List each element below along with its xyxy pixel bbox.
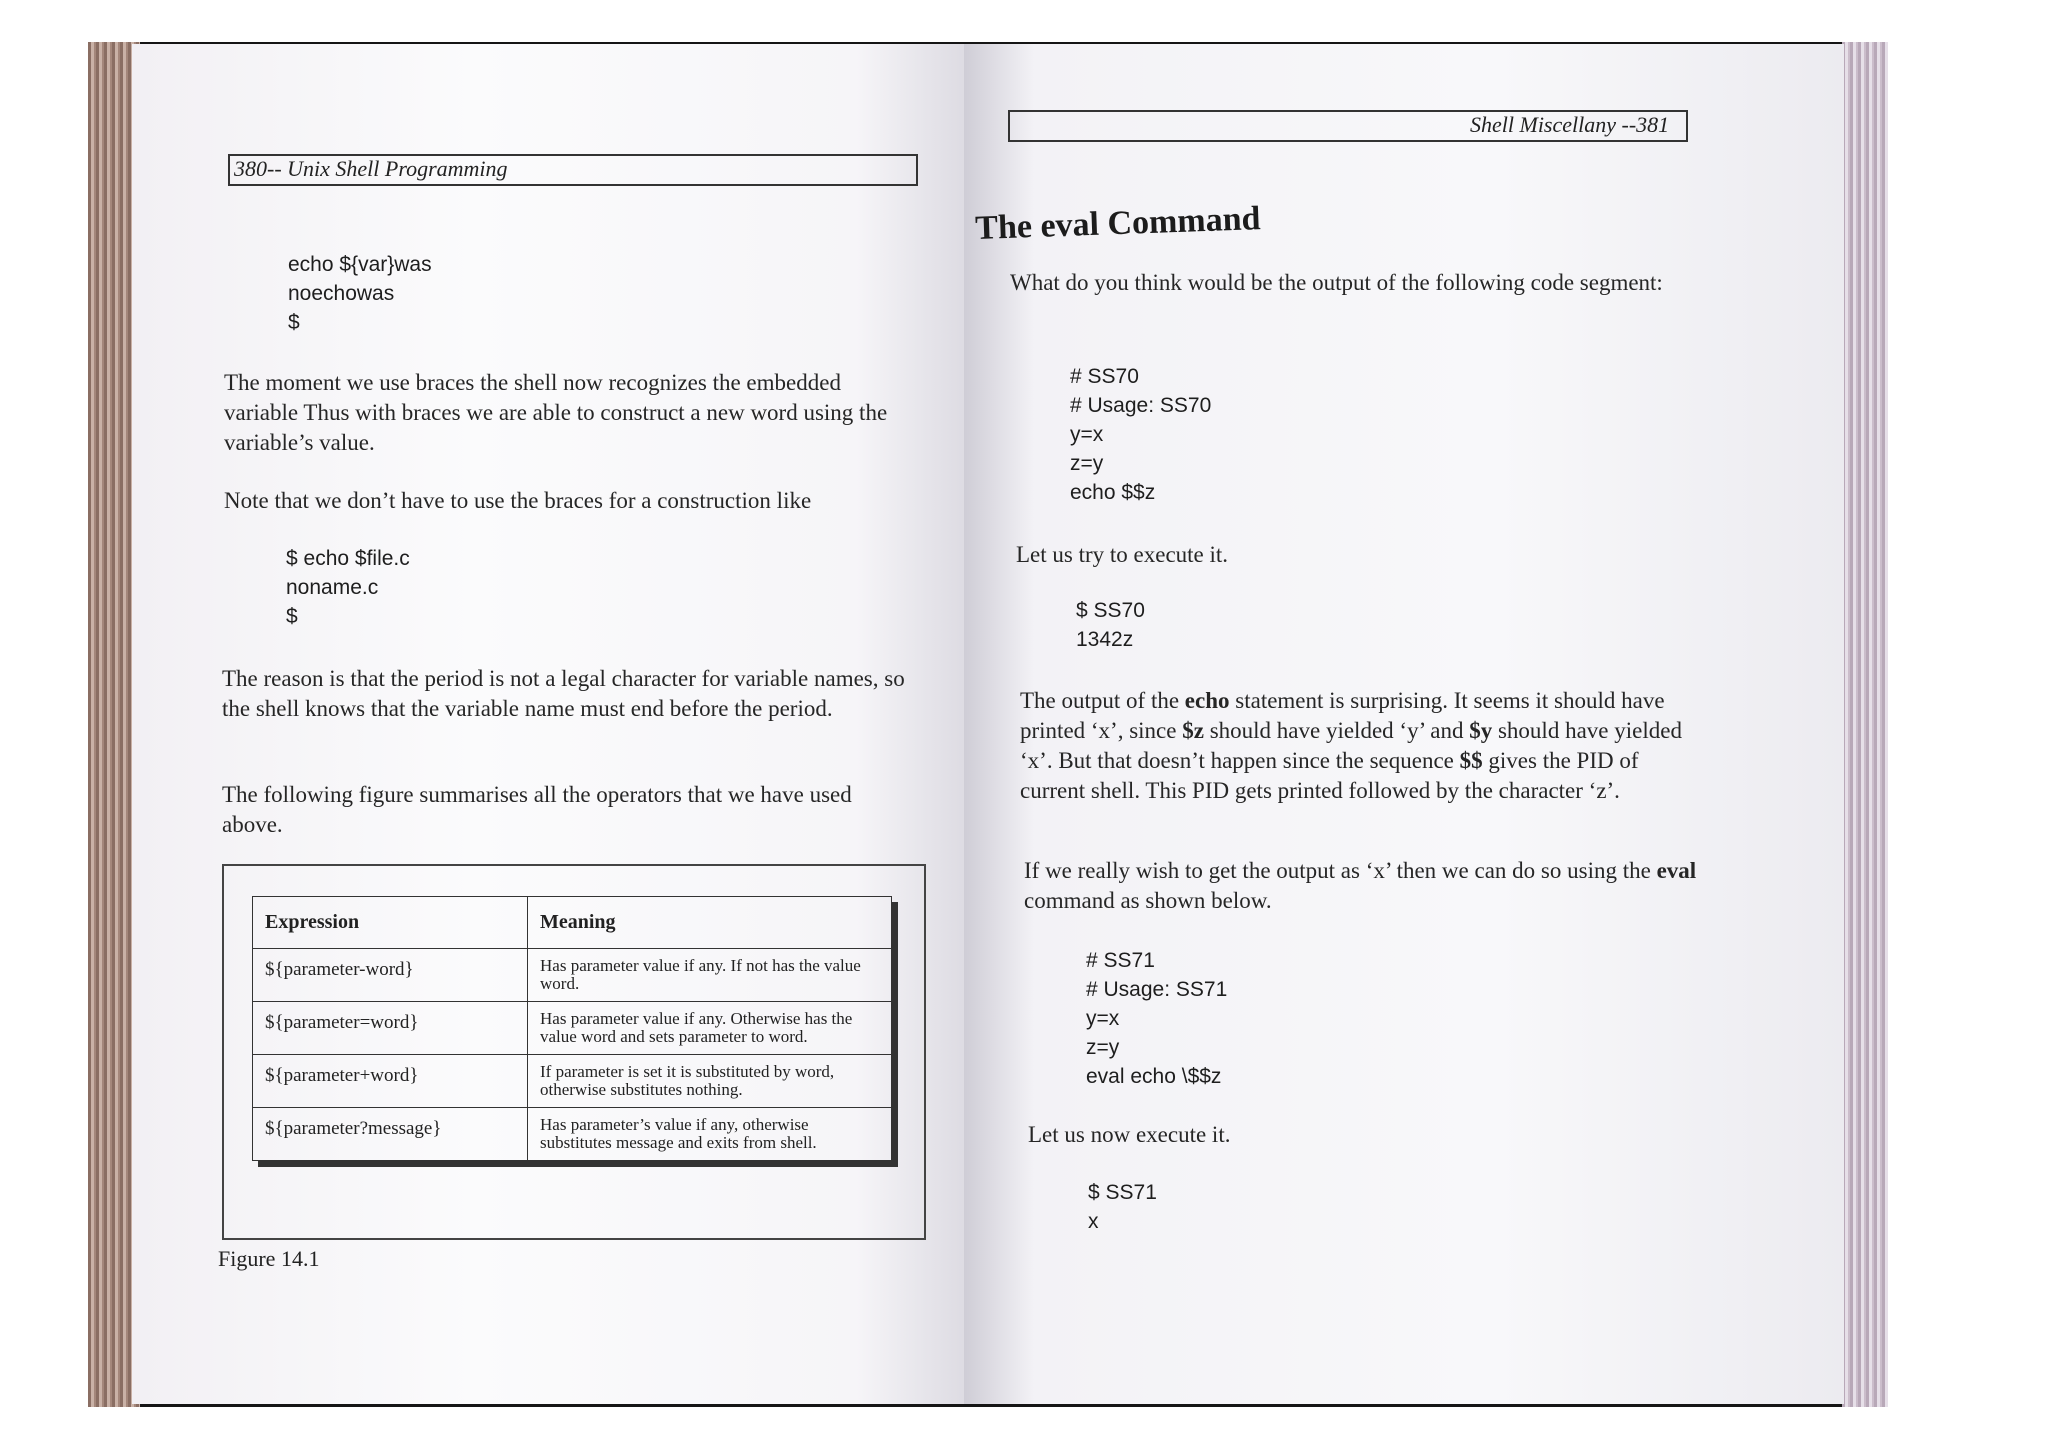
expression-cell: ${parameter-word} — [253, 949, 528, 1002]
code-line: $ — [288, 311, 300, 334]
code-line: $ — [286, 605, 298, 628]
code-line: x — [1088, 1210, 1099, 1233]
meaning-cell: Has parameter value if any. Otherwise has the value word and sets parameter to word. — [528, 1002, 892, 1055]
code-block-var-was — [288, 250, 432, 337]
meaning-cell: Has parameter value if any. If not has the value word. — [528, 949, 892, 1002]
code-block-ss71 — [1086, 946, 1227, 1091]
code-line: noechowas — [288, 282, 395, 305]
code-line: echo ${var}was — [288, 253, 432, 276]
code-line: $ SS70 — [1076, 599, 1145, 622]
table-row — [253, 1055, 892, 1108]
code-line: # SS70 — [1070, 365, 1139, 388]
right-page-header: Shell Miscellany --381 — [1470, 112, 1670, 137]
code-term: eval — [1656, 858, 1697, 883]
paragraph-question: What do you think would be the output of the following code segment: — [1010, 270, 1663, 295]
table-row — [253, 1002, 892, 1055]
table-row — [253, 1108, 892, 1161]
meaning-cell: If parameter is set it is substituted by word, otherwise substitutes nothing. — [528, 1055, 892, 1108]
table-header-row — [253, 897, 892, 949]
paragraph-execute: Let us try to execute it. — [1016, 542, 1229, 567]
code-block-ss70 — [1070, 362, 1211, 507]
code-term: echo — [1184, 688, 1230, 713]
column-header-meaning: Meaning — [528, 897, 892, 949]
code-line: # Usage: SS70 — [1070, 394, 1212, 417]
code-block-file-c — [286, 544, 410, 631]
text-run: The output of the — [1020, 688, 1185, 713]
section-heading: The eval Command — [974, 200, 1262, 248]
expression-cell: ${parameter?message} — [253, 1108, 528, 1161]
code-line: 1342z — [1076, 628, 1134, 651]
code-block-ss71-run — [1088, 1178, 1157, 1236]
code-line: noname.c — [286, 576, 379, 599]
text-run: statement is surprising. It seems it should have printed ‘x’, since — [1020, 688, 1665, 743]
table-row — [253, 949, 892, 1002]
paragraph-surprising-output — [1020, 686, 1700, 806]
code-term: $z — [1182, 718, 1204, 743]
code-line: $ SS71 — [1088, 1181, 1157, 1204]
paragraph-eval-intro — [1024, 856, 1704, 916]
code-line: echo $$z — [1070, 481, 1156, 504]
left-page-header: 380-- Unix Shell Programming — [234, 156, 508, 181]
code-line: $ echo $file.c — [286, 547, 410, 570]
code-line: # Usage: SS71 — [1086, 978, 1228, 1001]
paragraph-period: The reason is that the period is not a legal character for variable names, so the shell knows that the variable name must end before the period. — [222, 666, 905, 721]
expression-cell: ${parameter+word} — [253, 1055, 528, 1108]
column-header-expression: Expression — [253, 897, 528, 949]
meaning-cell: Has parameter’s value if any, otherwise substitutes message and exits from shell. — [528, 1108, 892, 1161]
code-line: eval echo \$$z — [1086, 1065, 1222, 1088]
paragraph-braces: The moment we use braces the shell now recognizes the embedded variable Thus with braces we are able to construct a new word using the variable’s value. — [224, 370, 888, 455]
code-line: y=x — [1086, 1007, 1120, 1030]
code-term: $y — [1469, 718, 1493, 743]
paragraph-note: Note that we don’t have to use the braces for a construction like — [224, 488, 812, 513]
expression-cell: ${parameter=word} — [253, 1002, 528, 1055]
figure-caption: Figure 14.1 — [218, 1246, 320, 1271]
code-line: z=y — [1086, 1036, 1120, 1059]
code-line: y=x — [1070, 423, 1104, 446]
text-run: gives the PID of current shell. This PID gets printed followed by the character ‘z’. — [1020, 748, 1639, 803]
text-run: should have yielded ‘x’. But that doesn’t happen since the sequence — [1020, 718, 1682, 773]
operators-table — [252, 896, 892, 1161]
paragraph-figure-intro: The following figure summarises all the operators that we have used above. — [222, 782, 852, 837]
text-run: should have yielded ‘y’ and — [1203, 718, 1470, 743]
code-line: # SS71 — [1086, 949, 1155, 972]
paragraph-execute-again: Let us now execute it. — [1028, 1122, 1231, 1147]
text-run: If we really wish to get the output as ‘x’ then we can do so using the — [1024, 858, 1657, 883]
code-line: z=y — [1070, 452, 1104, 475]
text-run: command as shown below. — [1024, 888, 1272, 913]
book-edge-right — [1842, 42, 1888, 1407]
code-block-ss70-run — [1076, 596, 1145, 654]
code-term: $$ — [1459, 748, 1483, 773]
